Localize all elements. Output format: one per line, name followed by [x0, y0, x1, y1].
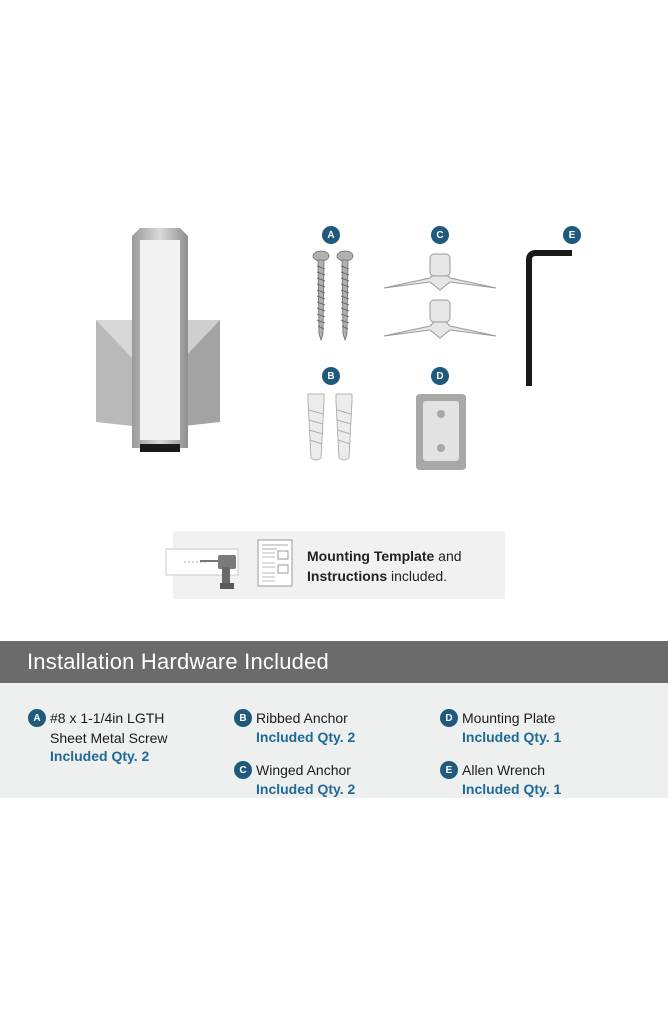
- item-qty: Included Qty. 1: [462, 781, 562, 797]
- item-badge: A: [28, 709, 46, 727]
- instructions-label: Instructions: [307, 568, 388, 584]
- template-instructions-callout: [173, 531, 505, 599]
- item-qty: Included Qty. 2: [256, 781, 356, 797]
- item-qty: Included Qty. 2: [256, 729, 356, 745]
- badge-c: C: [431, 226, 449, 244]
- item-name: Allen Wrench: [462, 762, 546, 778]
- item-badge: D: [440, 709, 458, 727]
- item-name: Winged Anchor: [256, 762, 351, 778]
- badge-a: A: [322, 226, 340, 244]
- mounting-template-label: Mounting Template: [307, 548, 435, 564]
- item-badge: B: [234, 709, 252, 727]
- badge-d: D: [431, 367, 449, 385]
- callout-included: included.: [387, 568, 448, 584]
- item-qty: Included Qty. 1: [462, 729, 562, 745]
- callout-and: and: [434, 548, 462, 564]
- item-qty: Included Qty. 2: [50, 748, 150, 764]
- item-name: Ribbed Anchor: [256, 710, 348, 726]
- badge-e: E: [563, 226, 581, 244]
- item-badge: E: [440, 761, 458, 779]
- winged-anchors: [382, 250, 498, 342]
- item-name: Mounting Plate: [462, 710, 556, 726]
- hardware-list: [0, 683, 668, 798]
- callout-text: [307, 546, 462, 586]
- item-name: #8 x 1-1/4in LGTH Sheet Metal Screw: [50, 710, 168, 746]
- instructions-sheet-icon: [257, 539, 293, 587]
- robe-hook-illustration: [92, 226, 224, 454]
- mounting-plate: [414, 392, 468, 472]
- allen-wrench: [522, 250, 576, 390]
- item-badge: C: [234, 761, 252, 779]
- hardware-banner: [0, 641, 668, 683]
- drill-icon: [164, 547, 250, 591]
- sheet-metal-screws: [306, 250, 360, 342]
- banner-title: Installation Hardware Included: [27, 649, 329, 674]
- badge-b: B: [322, 367, 340, 385]
- ribbed-anchors: [304, 392, 358, 462]
